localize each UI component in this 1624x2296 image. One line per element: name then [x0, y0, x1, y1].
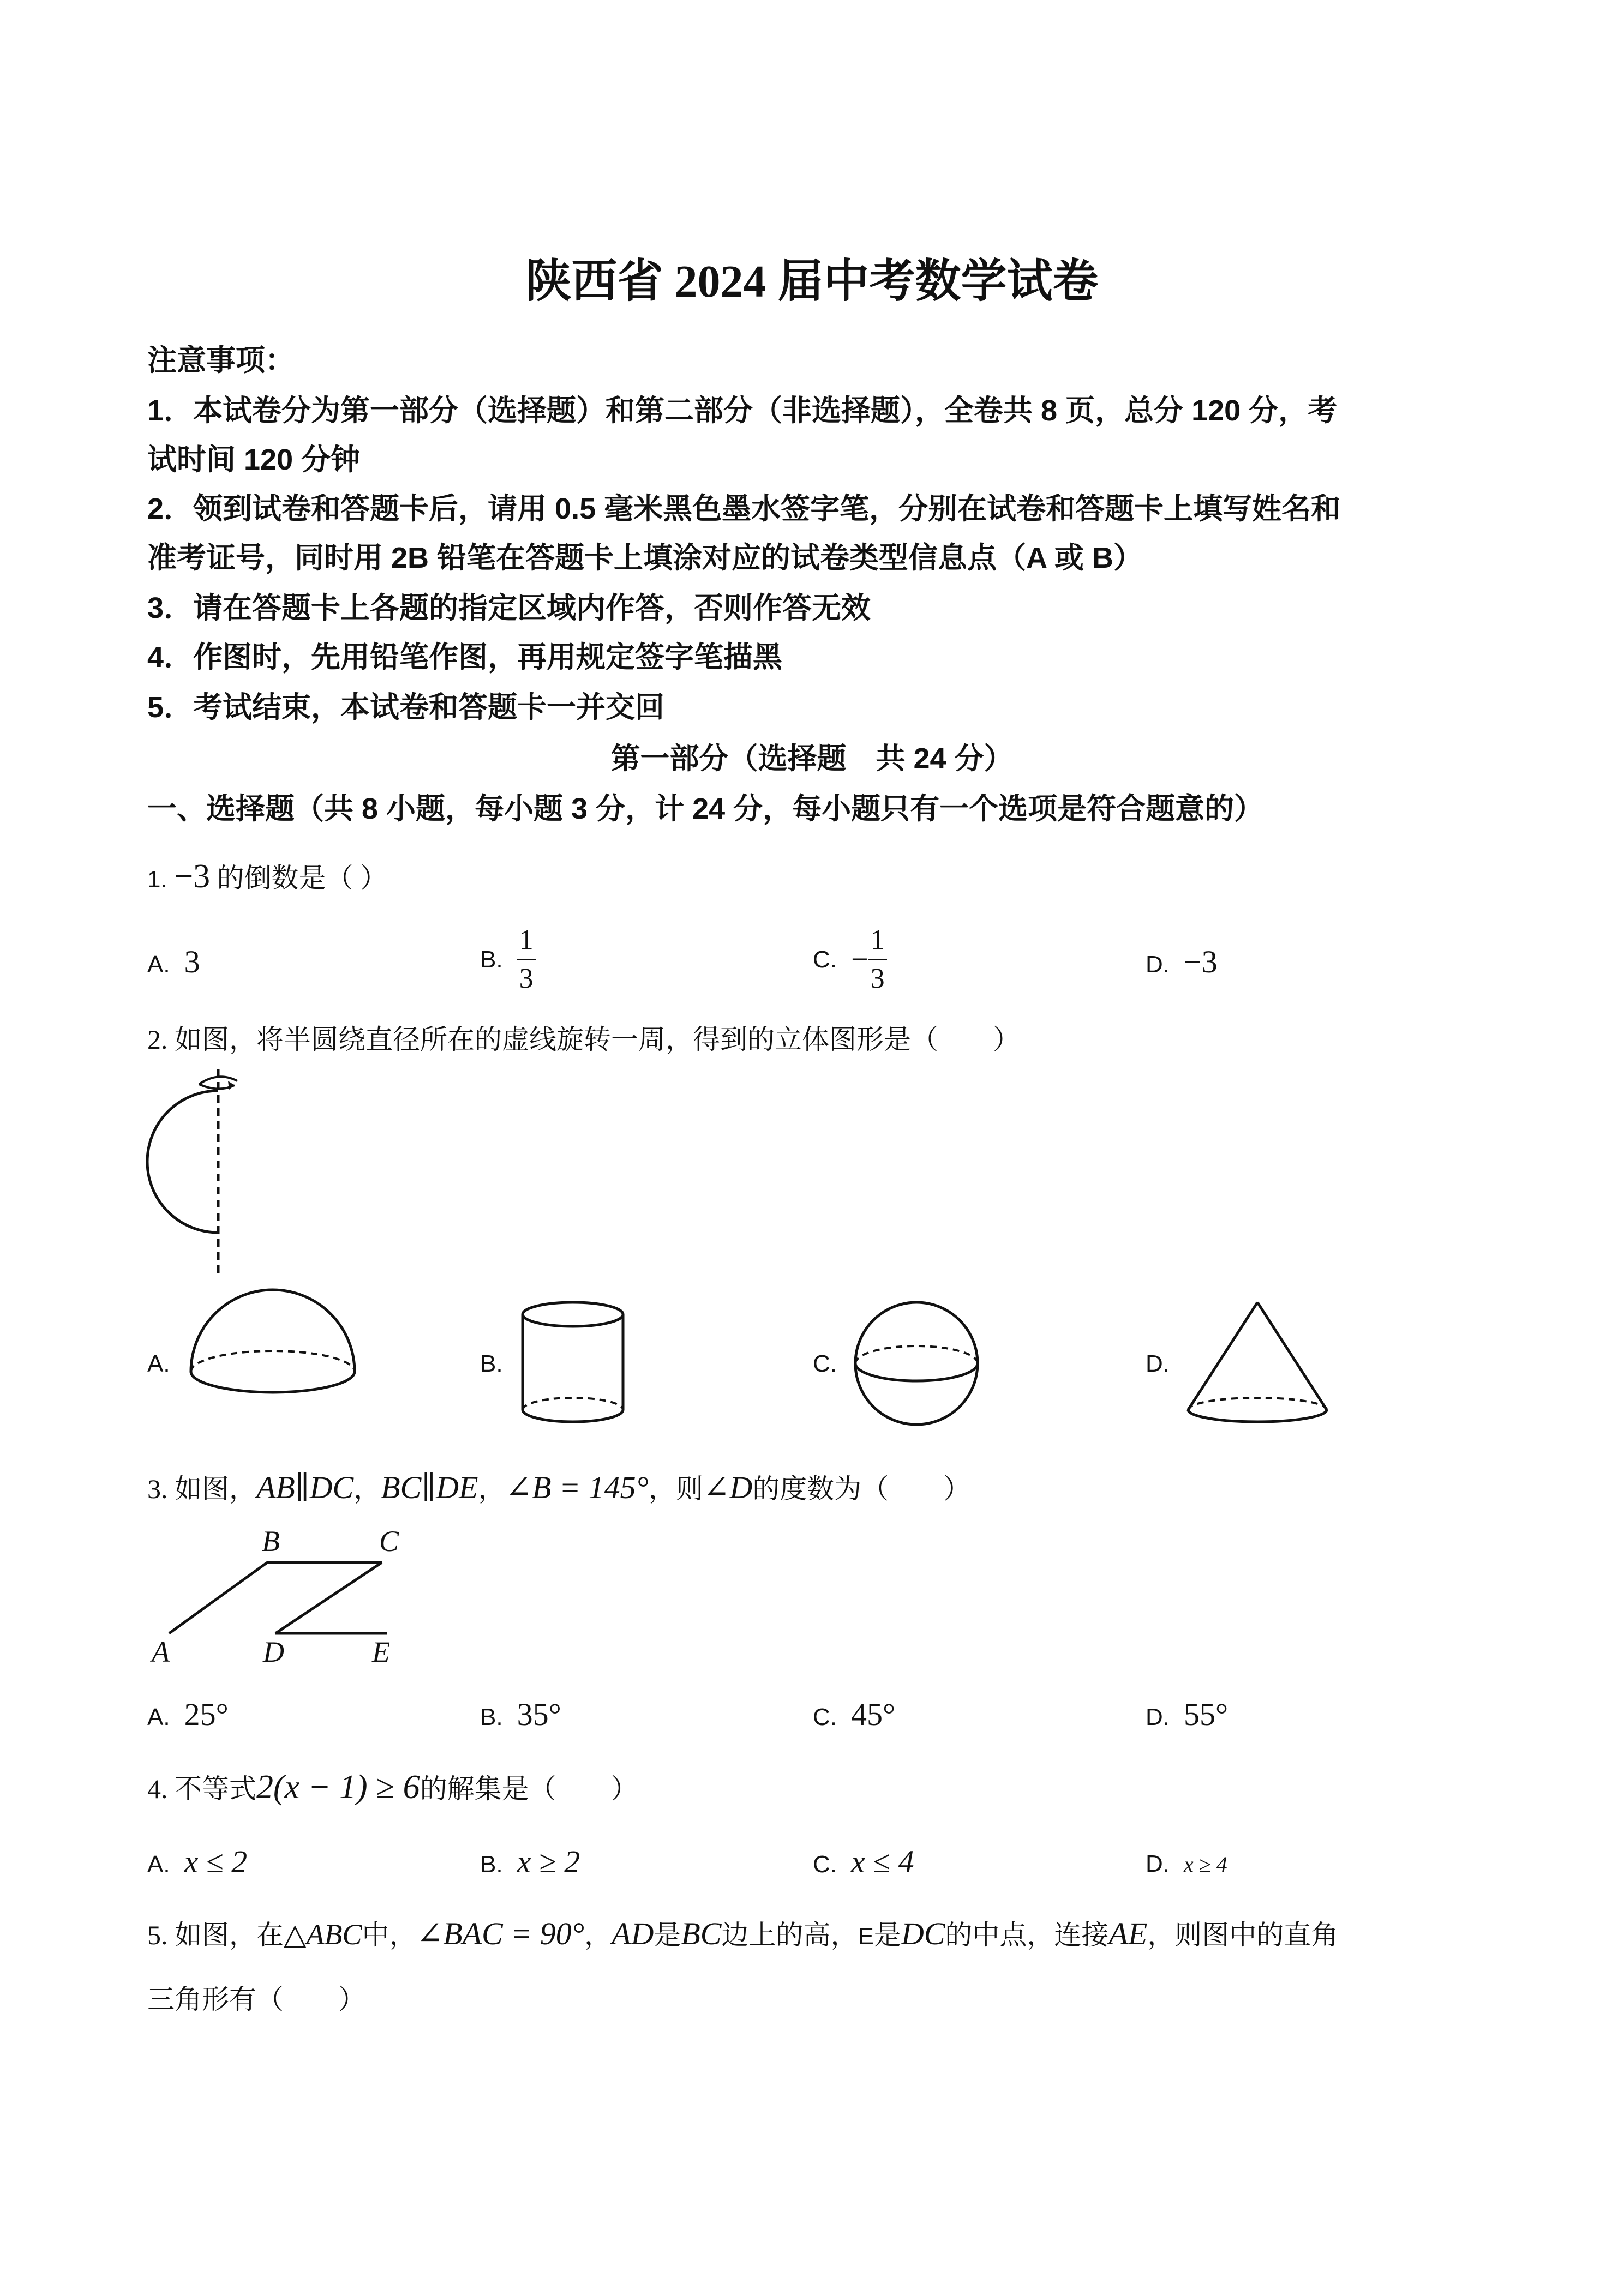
- q5-segment-dc: DC: [901, 1916, 945, 1951]
- q2-option-d-label: D.: [1146, 1350, 1170, 1377]
- option-value: 25°: [184, 1697, 229, 1732]
- rotation-arrowhead: [228, 1081, 235, 1090]
- q2-option-a-label: A.: [147, 1350, 170, 1377]
- question-4: [147, 1767, 638, 1807]
- fraction-numerator: 1: [868, 926, 887, 960]
- cylinder-icon: [518, 1298, 627, 1429]
- q4-option-a: [147, 1843, 247, 1880]
- option-letter: C.: [813, 1851, 837, 1878]
- q5-text: ，: [584, 1920, 612, 1950]
- q4-option-d: [1146, 1847, 1227, 1879]
- option-letter: D.: [1146, 951, 1170, 978]
- option-letter: D.: [1146, 1850, 1170, 1877]
- option-value: 35°: [517, 1697, 561, 1732]
- q4-prefix: 4. 不等式: [147, 1774, 256, 1804]
- point-label-a: A: [152, 1636, 170, 1668]
- q3-condition-2: BC∥DE: [381, 1470, 478, 1505]
- q5-text: 5. 如图，在: [147, 1920, 284, 1950]
- q5-text: 的中点，连接: [945, 1920, 1109, 1950]
- option-value: x ≤ 2: [184, 1844, 248, 1879]
- q3-option-b: [480, 1696, 561, 1733]
- q2-option-b-label: B.: [480, 1350, 503, 1377]
- question-5-line-2: 三角形有（ ）: [147, 1984, 365, 2015]
- option-letter: A.: [147, 1851, 170, 1878]
- q5-text: 边上的高，: [721, 1920, 858, 1950]
- option-value: x ≥ 2: [517, 1844, 580, 1879]
- notice-line-4: 4．作图时，先用铅笔作图，再用规定签字笔描黑: [147, 641, 783, 674]
- q5-triangle: △ABC: [284, 1918, 362, 1951]
- q1-text: 的倒数是（ ）: [217, 863, 388, 893]
- q3-option-a: [147, 1696, 229, 1733]
- fraction-sign: −: [851, 942, 868, 977]
- q5-text: ，则图中的直角: [1147, 1920, 1339, 1950]
- q5-text: 是: [654, 1920, 681, 1950]
- notice-line-1a: 1．本试卷分为第一部分（选择题）和第二部分（非选择题），全卷共 8 页，总分 120 分，考: [147, 394, 1338, 427]
- option-letter: C.: [813, 1704, 837, 1730]
- q3-prefix: 3. 如图，: [147, 1474, 256, 1504]
- point-label-e: E: [372, 1636, 390, 1668]
- semicircle-rotation-figure: [142, 1069, 240, 1276]
- option-value: 45°: [851, 1697, 896, 1732]
- q1-expression: −3: [174, 858, 211, 895]
- q3-target: ∠D: [703, 1470, 753, 1505]
- q1-option-d: [1146, 943, 1218, 980]
- option-letter: A.: [147, 951, 170, 978]
- q4-suffix: 的解集是（ ）: [420, 1774, 638, 1804]
- question-1: [147, 856, 387, 896]
- hemisphere-icon: [185, 1298, 360, 1429]
- q5-segment-bc: BC: [681, 1916, 722, 1951]
- notice-heading: 注意事项：: [147, 344, 295, 377]
- option-letter: D.: [1146, 1704, 1170, 1730]
- fraction-denominator: 3: [870, 963, 885, 994]
- cone-icon: [1184, 1298, 1331, 1429]
- notice-line-3: 3．请在答题卡上各题的指定区域内作答，否则作答无效: [147, 592, 871, 624]
- option-value: x ≥ 4: [1184, 1852, 1227, 1877]
- q1-option-c: [813, 926, 887, 993]
- point-label-b: B: [262, 1525, 280, 1558]
- option-value: 3: [184, 944, 200, 979]
- point-label-d: D: [263, 1636, 284, 1668]
- q1-option-b: [480, 926, 536, 993]
- option-value: x ≤ 4: [851, 1844, 914, 1879]
- q4-option-c: [813, 1843, 914, 1880]
- option-letter: B.: [480, 1851, 503, 1878]
- q1-option-a: [147, 943, 200, 980]
- option-value: 55°: [1184, 1697, 1229, 1732]
- semicircle-arc: [147, 1091, 218, 1233]
- section1-heading: 一、选择题（共 8 小题，每小题 3 分，计 24 分，每小题只有一个选项是符合题意的）: [147, 792, 1264, 825]
- q3-condition-3: ∠B = 145°: [505, 1470, 649, 1505]
- fraction-denominator: 3: [519, 963, 534, 994]
- fraction-numerator: 1: [517, 926, 536, 960]
- notice-line-2a: 2．领到试卷和答题卡后，请用 0.5 毫米黑色墨水签字笔，分别在试卷和答题卡上填写姓名和: [147, 492, 1341, 525]
- point-label-c: C: [379, 1525, 399, 1558]
- q3-middle: ，则: [648, 1474, 703, 1504]
- q3-condition-1: AB∥DC: [256, 1470, 354, 1505]
- option-value: −3: [1184, 944, 1218, 979]
- q5-point-e: E: [858, 1923, 874, 1950]
- q1-fraction-b: [517, 926, 536, 993]
- option-letter: C.: [813, 946, 837, 973]
- notice-line-5: 5．考试结束，本试卷和答题卡一并交回: [147, 691, 665, 724]
- q3-separator: ，: [478, 1474, 506, 1504]
- q4-inequality: 2(x − 1) ≥ 6: [256, 1769, 420, 1806]
- sphere-icon: [851, 1298, 982, 1429]
- option-letter: A.: [147, 1704, 170, 1730]
- q3-option-d: [1146, 1696, 1228, 1733]
- page-title: 陕西省 2024 届中考数学试卷: [525, 256, 1099, 307]
- option-letter: B.: [480, 946, 503, 973]
- q5-text: 是: [873, 1920, 901, 1950]
- q5-segment-ae: AE: [1108, 1916, 1148, 1951]
- question-2: 2. 如图，将半圆绕直径所在的虚线旋转一周，得到的立体图形是（ ）: [147, 1024, 1020, 1055]
- q3-suffix: 的度数为（ ）: [752, 1474, 971, 1504]
- question-5: [147, 1913, 1338, 1952]
- option-letter: B.: [480, 1704, 503, 1730]
- notice-line-2b: 准考证号，同时用 2B 铅笔在答题卡上填涂对应的试卷类型信息点（A 或 B）: [147, 542, 1143, 574]
- q2-option-c-label: C.: [813, 1350, 837, 1377]
- q1-fraction-c: [868, 926, 887, 993]
- question-number: 1.: [147, 866, 167, 893]
- q4-option-b: [480, 1843, 580, 1880]
- parallel-lines-figure: [164, 1557, 393, 1639]
- q3-option-c: [813, 1696, 895, 1733]
- q5-angle: ∠BAC = 90°: [416, 1916, 585, 1951]
- question-3: [147, 1467, 970, 1506]
- notice-line-1b: 试时间 120 分钟: [147, 443, 361, 476]
- part1-heading: 第一部分（选择题 共 24 分）: [610, 742, 1014, 775]
- q3-separator: ，: [353, 1474, 381, 1504]
- q5-text: 中，: [362, 1920, 417, 1950]
- q5-segment-ad: AD: [612, 1916, 654, 1951]
